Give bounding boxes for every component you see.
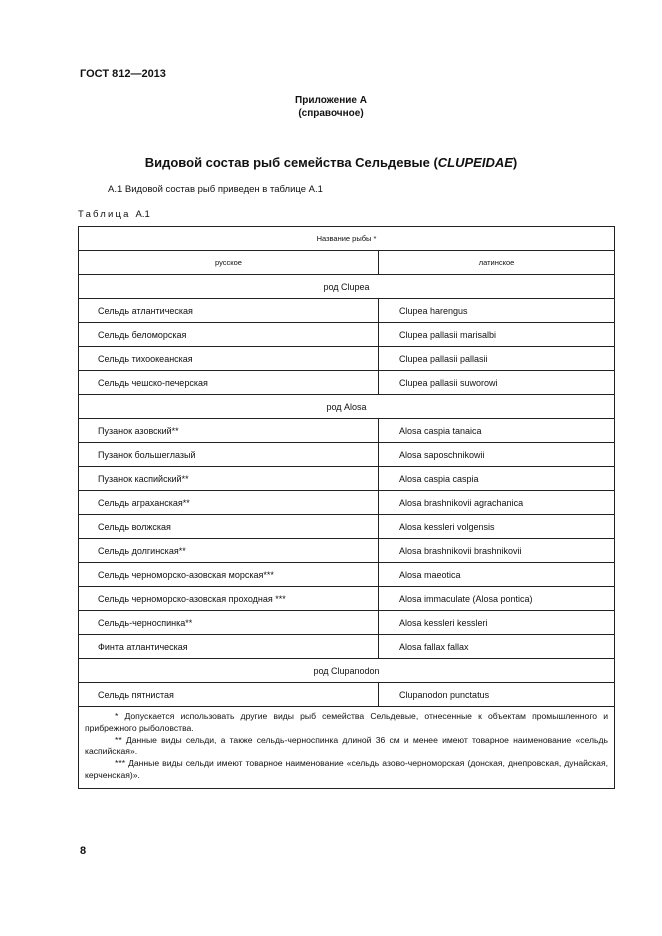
section-title: [0, 155, 662, 170]
section-title-text: Видовой состав рыб семейства Сельдевые (: [144, 155, 438, 170]
table-row: [79, 419, 615, 443]
russian-name-cell: Сельдь-черноспинка**: [79, 611, 379, 635]
footnote: ** Данные виды сельди, а также сельдь-черноспинка длиной 36 см и менее имеют товарное наименование «сельдь каспийская».: [85, 734, 608, 757]
table-row: [79, 371, 615, 395]
table-row: [79, 491, 615, 515]
appendix-title: Приложение А: [295, 95, 367, 106]
table-row: [79, 299, 615, 323]
table-row: [79, 323, 615, 347]
latin-name-cell: Alosa kessleri kessleri: [379, 611, 615, 635]
notes-row: [79, 707, 615, 789]
latin-name-cell: Clupea pallasii marisalbi: [379, 323, 615, 347]
genus-row: [79, 659, 615, 683]
table-row: [79, 515, 615, 539]
table-row: [79, 635, 615, 659]
russian-name-cell: Сельдь пятнистая: [79, 683, 379, 707]
table-row: [79, 467, 615, 491]
latin-name-cell: Alosa fallax fallax: [379, 635, 615, 659]
russian-name-cell: Сельдь долгинская**: [79, 539, 379, 563]
latin-name-cell: Alosa caspia caspia: [379, 467, 615, 491]
russian-name-cell: Сельдь черноморско-азовская морская***: [79, 563, 379, 587]
document-code: ГОСТ 812—2013: [80, 68, 166, 80]
header-latin: латинское: [379, 251, 615, 275]
table-row: [79, 443, 615, 467]
russian-name-cell: Пузанок азовский**: [79, 419, 379, 443]
appendix-kind: (справочное): [298, 108, 364, 119]
russian-name-cell: Пузанок большеглазый: [79, 443, 379, 467]
section-title-close: ): [512, 155, 518, 170]
footnote: *** Данные виды сельди имеют товарное наименование «сельдь азово-черноморская (донская, днепровская, дунайская, керченская)».: [85, 758, 608, 780]
russian-name-cell: Сельдь черноморско-азовская проходная ***: [79, 587, 379, 611]
table-caption-number: А.1: [135, 209, 150, 220]
genus-label: род Alosa: [79, 395, 615, 419]
genus-label: род Clupea: [79, 275, 615, 299]
latin-name-cell: Clupea pallasii suworowi: [379, 371, 615, 395]
latin-name-cell: Alosa brashnikovii agrachanica: [379, 491, 615, 515]
russian-name-cell: Пузанок каспийский**: [79, 467, 379, 491]
section-title-latin: CLUPEIDAE: [437, 155, 513, 170]
russian-name-cell: Сельдь чешско-печерская: [79, 371, 379, 395]
header-russian: русское: [79, 251, 379, 275]
latin-name-cell: Alosa saposchnikowii: [379, 443, 615, 467]
table-caption-word: Таблица: [78, 209, 131, 220]
species-table: [78, 226, 615, 789]
genus-label: род Clupanodon: [79, 659, 615, 683]
latin-name-cell: Clupea harengus: [379, 299, 615, 323]
table-row: [79, 539, 615, 563]
table-subheader-row: [79, 251, 615, 275]
latin-name-cell: Clupea pallasii pallasii: [379, 347, 615, 371]
latin-name-cell: Alosa brashnikovii brashnikovii: [379, 539, 615, 563]
latin-name-cell: Alosa immaculate (Alosa pontica): [379, 587, 615, 611]
latin-name-cell: Alosa maeotica: [379, 563, 615, 587]
header-fish-name: Название рыбы *: [79, 227, 615, 251]
genus-row: [79, 275, 615, 299]
page-number: 8: [80, 845, 87, 857]
table-footnotes: [79, 707, 615, 789]
table-caption: [78, 209, 150, 220]
russian-name-cell: Сельдь тихоокеанская: [79, 347, 379, 371]
russian-name-cell: Сельдь атлантическая: [79, 299, 379, 323]
genus-row: [79, 395, 615, 419]
table-header-row: [79, 227, 615, 251]
table-row: [79, 683, 615, 707]
russian-name-cell: Сельдь волжская: [79, 515, 379, 539]
table-row: [79, 587, 615, 611]
latin-name-cell: Clupanodon punctatus: [379, 683, 615, 707]
latin-name-cell: Alosa kessleri volgensis: [379, 515, 615, 539]
intro-paragraph: А.1 Видовой состав рыб приведен в таблице А.1: [108, 184, 323, 195]
latin-name-cell: Alosa caspia tanaica: [379, 419, 615, 443]
table-row: [79, 563, 615, 587]
table-row: [79, 611, 615, 635]
russian-name-cell: Сельдь аграханская**: [79, 491, 379, 515]
table-row: [79, 347, 615, 371]
russian-name-cell: Финта атлантическая: [79, 635, 379, 659]
footnote: * Допускается использовать другие виды рыб семейства Сельдевые, отнесенные к объектам промышленного и прибрежного рыболовства.: [85, 711, 608, 733]
russian-name-cell: Сельдь беломорская: [79, 323, 379, 347]
